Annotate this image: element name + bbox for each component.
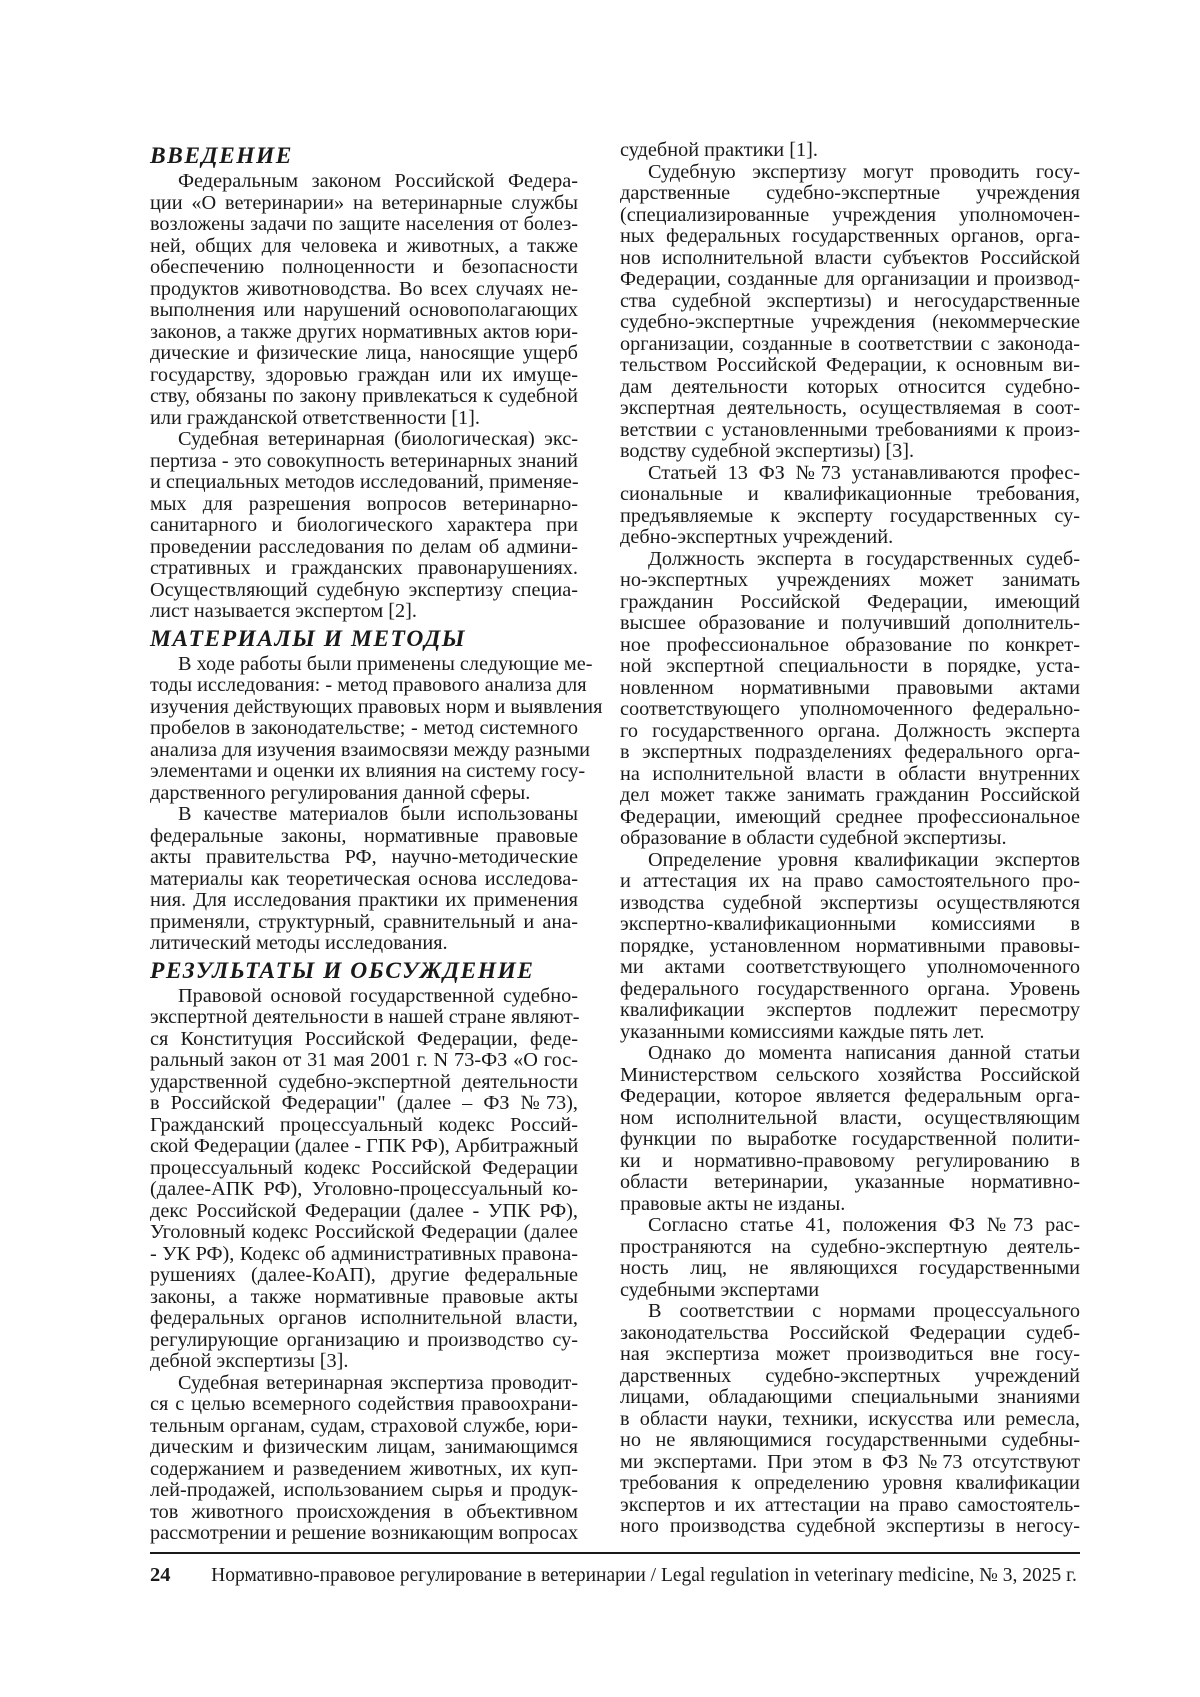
text-line: федеральные законы, нормативные правовые [150, 824, 578, 847]
paragraph [620, 140, 1080, 162]
text-line: порядке, установленном нормативными правовы- [620, 934, 1080, 957]
text-line: но не являющимися государственными судебны- [620, 1429, 1080, 1451]
text-line: Судебная ветеринарная (биологическая) экс- [178, 428, 578, 450]
text-line: ветствии с установленными требованиями к произ- [620, 418, 1080, 441]
text-line: Федерации, имеющий среднее профессиональное [620, 805, 1080, 828]
text-line: Федеральным законом Российской Федера- [178, 170, 578, 192]
page-footer [150, 1564, 1080, 1587]
text-line: (специализированные учреждения уполномочен- [620, 203, 1080, 226]
text-line: санитарного и биологического характера при [150, 514, 578, 536]
text-line: правовые акты не изданы. [620, 1192, 846, 1215]
paragraph [620, 850, 1080, 1044]
text-line: изучения действующих правовых норм и выявления [150, 695, 603, 718]
text-line: лицами, обладающими специальными знаниями [620, 1386, 1080, 1408]
text-line: ударственной судебно-экспертной деятельности [150, 1070, 578, 1093]
text-line: новленном нормативными правовыми актами [620, 676, 1080, 699]
text-line: литический методы исследования. [150, 932, 448, 954]
text-line: дарственного регулирования данной сферы. [150, 781, 531, 804]
text-line: экспертная деятельность, осуществляемая в соот- [620, 397, 1080, 419]
text-line: сиональные и квалификационные требования, [620, 483, 1080, 505]
text-line: федерального государственного органа. Уровень [620, 977, 1080, 1000]
text-line: в Российской Федерации" (далее – ФЗ №73), [150, 1092, 578, 1114]
text-line: акты правительства РФ, научно-методические [150, 846, 578, 868]
text-line: выполнения или нарушений основополагающих [150, 299, 578, 321]
text-line: ного производства судебной экспертизы в негосу- [620, 1515, 1080, 1537]
text-line: судебно-экспертные учреждения (некоммерческие [620, 311, 1080, 333]
text-line: ства судебной экспертизы) и негосударственные [620, 289, 1080, 312]
paragraph [620, 463, 1080, 549]
text-line: судебной практики [1]. [620, 139, 818, 161]
text-line: содержанием и разведением животных, их куп- [150, 1457, 578, 1480]
text-line: в области науки, техники, искусства или ремесла, [620, 1407, 1080, 1430]
text-line: Министерством сельского хозяйства Российской [620, 1063, 1080, 1086]
text-line: ской Федерации (далее - ГПК РФ), Арбитражный [150, 1135, 579, 1157]
text-line: или гражданской ответственности [1]. [150, 406, 480, 429]
text-line: требования к определению уровня квалификации [620, 1472, 1080, 1494]
section-heading: РЕЗУЛЬТАТЫ И ОБСУЖДЕНИЕ [150, 957, 535, 984]
text-line: декс Российской Федерации (далее - УПК РФ), [150, 1199, 578, 1222]
text-line: ное профессиональное образование по конкрет- [620, 633, 1080, 656]
text-line: лей-продажей, использованием сырья и продук- [150, 1479, 578, 1501]
text-line: применяли, структурный, сравнительный и ана- [150, 910, 578, 933]
text-line: ная экспертиза может производиться вне госу- [620, 1343, 1080, 1365]
text-line: Осуществляющий судебную экспертизу специа- [150, 578, 578, 601]
text-line: ность лиц, не являющихся государственными [620, 1257, 1080, 1279]
text-line: пробелов в законодательстве; - метод системного [150, 717, 578, 739]
paragraph [150, 652, 603, 805]
text-line: ральный закон от 31 мая 2001 г. N 73-ФЗ «О гос- [150, 1049, 578, 1071]
text-line: области ветеринарии, указанные нормативно- [620, 1171, 1080, 1193]
text-line: материалы как теоретическая основа исследова- [150, 867, 578, 890]
text-line: В качестве материалов были использованы [178, 803, 578, 825]
text-line: тов животного происхождения в объективном [150, 1500, 578, 1523]
text-line: ном исполнительной власти, осуществляющим [620, 1106, 1080, 1129]
text-line: гражданин Российской Федерации, имеющий [620, 590, 1080, 613]
text-line: экспертно-квалификационными комиссиями в [620, 913, 1080, 935]
text-line: тельством Российской Федерации, к основным ви- [620, 354, 1080, 376]
text-line: дарственных судебно-экспертных учреждений [620, 1364, 1080, 1387]
text-line: и специальных методов исследований, применяе- [150, 471, 579, 493]
text-line: ми экспертами. При этом в ФЗ №73 отсутствуют [620, 1450, 1080, 1473]
text-line: (далее-АПК РФ), Уголовно-процессуальный ко- [150, 1178, 578, 1200]
section-heading: МАТЕРИАЛЫ И МЕТОДЫ [150, 625, 467, 652]
text-line: законы, а также нормативные правовые акты [150, 1285, 578, 1308]
text-line: дическим и физическим лицам, занимающимся [150, 1436, 578, 1458]
text-line: тоды исследования: - метод правового анализа для [150, 674, 587, 696]
text-line: ки и нормативно-правовому регулированию в [620, 1149, 1080, 1172]
column-right [620, 140, 1080, 1538]
column-left [150, 140, 603, 1545]
text-line: Однако до момента написания данной статьи [648, 1042, 1080, 1064]
paragraph [620, 1301, 1080, 1538]
text-line: дарственные судебно-экспертные учреждения [620, 182, 1080, 204]
text-line: возложены задачи по защите населения от болез- [150, 213, 578, 235]
paragraph [150, 171, 578, 429]
text-line: Судебную экспертизу могут проводить госу- [648, 160, 1080, 183]
text-line: дам деятельности которых относится судебно- [620, 375, 1080, 398]
text-line: пространяются на судебно-экспертную деятель- [620, 1235, 1080, 1258]
text-line: квалификации экспертов подлежит пересмотру [620, 999, 1080, 1021]
text-line: и аттестация их на право самостоятельного про- [620, 870, 1080, 892]
text-line: ных федеральных государственных органов, орга- [620, 225, 1080, 247]
text-line: ния. Для исследования практики их применения [150, 889, 578, 911]
text-line: Согласно статье 41, положения ФЗ №73 рас- [648, 1214, 1080, 1236]
text-line: рушениях (далее-КоАП), другие федеральные [150, 1264, 578, 1286]
paragraph [150, 429, 578, 623]
text-line: ству, обязаны по закону привлекаться к судебной [150, 385, 578, 407]
text-line: дебной экспертизы [3]. [150, 1350, 349, 1372]
text-line: в экспертных подразделениях федерального орга- [620, 741, 1080, 763]
paragraph [620, 1043, 1080, 1215]
text-line: Федерации, созданные для организации и производ- [620, 268, 1080, 290]
text-line: стративных и гражданских правонарушениях. [150, 557, 578, 579]
text-line: организации, созданные в соответствии с законода- [620, 332, 1080, 355]
text-line: - УК РФ), Кодекс об административных правона- [150, 1242, 578, 1265]
text-line: экспертной деятельности в нашей стране являют- [150, 1006, 580, 1028]
text-line: дел может также занимать гражданин Российской [620, 784, 1080, 806]
text-line: ся с целью всемерного содействия правоохрани- [150, 1393, 578, 1415]
footer-page-number: 24 [150, 1564, 171, 1586]
text-line: экспертов и их аттестации на право самостоятель- [620, 1493, 1080, 1516]
text-line: процессуальный кодекс Российской Федерации [150, 1156, 578, 1179]
text-line: Судебная ветеринарная экспертиза проводит- [178, 1371, 578, 1394]
text-line: соответствующего уполномоченного федерально- [620, 698, 1080, 720]
text-line: дебно-экспертных учреждений. [620, 526, 894, 548]
text-line: тельным органам, судам, страховой службе, юри- [150, 1414, 578, 1437]
text-line: Должность эксперта в государственных судеб- [648, 547, 1080, 570]
text-line: го государственного органа. Должность эксперта [620, 719, 1080, 742]
text-line: на исполнительной власти в области внутренних [620, 762, 1080, 785]
text-line: ся Конституция Российской Федерации, феде- [150, 1027, 578, 1050]
text-line: пертиза - это совокупность ветеринарных знаний [150, 449, 578, 472]
text-line: Статьей 13 ФЗ №73 устанавливаются профес- [648, 461, 1080, 484]
paragraph [150, 986, 578, 1373]
text-line: законов, а также других нормативных актов юри- [150, 320, 578, 343]
text-line: водству судебной экспертизы) [3]. [620, 440, 915, 462]
section-heading: ВВЕДЕНИЕ [150, 143, 293, 169]
text-line: лист называется экспертом [2]. [150, 600, 417, 622]
paragraph [620, 549, 1080, 850]
text-line: анализа для изучения взаимосвязи между разными [150, 738, 591, 761]
text-line: федеральных органов исполнительной власти, [150, 1307, 578, 1329]
paragraph [620, 1215, 1080, 1301]
paragraph [620, 162, 1080, 463]
text-line: элементами и оценки их влияния на систему госу- [150, 760, 586, 782]
text-line: Определение уровня квалификации экспертов [648, 848, 1080, 871]
text-line: проведении расследования по делам об админи- [150, 535, 578, 558]
footer-rule [150, 1552, 1080, 1554]
text-line: образование в области судебной экспертизы. [620, 827, 1007, 849]
text-line: Уголовный кодекс Российской Федерации (далее [150, 1221, 578, 1243]
text-line: регулирующие организацию и производство су- [150, 1328, 578, 1351]
text-line: законодательства Российской Федерации судеб- [620, 1321, 1080, 1344]
text-line: рассмотрении и решение возникающим вопросах [150, 1522, 579, 1544]
text-line: ции «О ветеринарии» на ветеринарные службы [150, 191, 578, 214]
text-line: функции по выработке государственной полити- [620, 1128, 1080, 1150]
paragraph [150, 804, 578, 955]
text-line: нов исполнительной власти субъектов Российской [620, 246, 1080, 269]
text-line: высшее образование и получивший дополнитель- [620, 612, 1080, 634]
text-line: государству, здоровью граждан или их имуще- [150, 363, 578, 386]
text-line: ной экспертной специальности в порядке, уста- [620, 655, 1080, 677]
text-line: обеспечению полноценности и безопасности [150, 256, 578, 278]
text-line: судебными экспертами [620, 1278, 820, 1301]
text-line: В ходе работы были применены следующие ме- [178, 652, 593, 675]
text-line: предъявляемые к эксперту государственных су- [620, 504, 1080, 527]
text-line: ней, общих для человека и животных, а также [150, 234, 578, 257]
text-line: указанными комиссиями каждые пять лет. [620, 1020, 985, 1043]
article-columns [150, 140, 1080, 1545]
text-line: мых для разрешения вопросов ветеринарно- [150, 492, 578, 515]
text-line: но-экспертных учреждениях может занимать [620, 569, 1080, 591]
text-line: Правовой основой государственной судебно- [178, 984, 578, 1007]
text-line: В соответствии с нормами процессуального [648, 1300, 1080, 1322]
paragraph [150, 1373, 578, 1545]
text-line: Гражданский процессуальный кодекс Россий- [150, 1113, 578, 1136]
text-line: ми актами соответствующего уполномоченного [620, 956, 1080, 978]
text-line: Федерации, которое является федеральным орга- [620, 1085, 1080, 1107]
text-line: дические и физические лица, наносящие ущерб [150, 342, 578, 364]
footer-journal-line: Нормативно-правовое регулирование в ветеринарии / Legal regulation in veterinary medicine, № 3, 2025 г. [211, 1565, 1077, 1586]
text-line: продуктов животноводства. Во всех случаях не- [150, 277, 578, 300]
text-line: изводства судебной экспертизы осуществляются [620, 891, 1080, 914]
